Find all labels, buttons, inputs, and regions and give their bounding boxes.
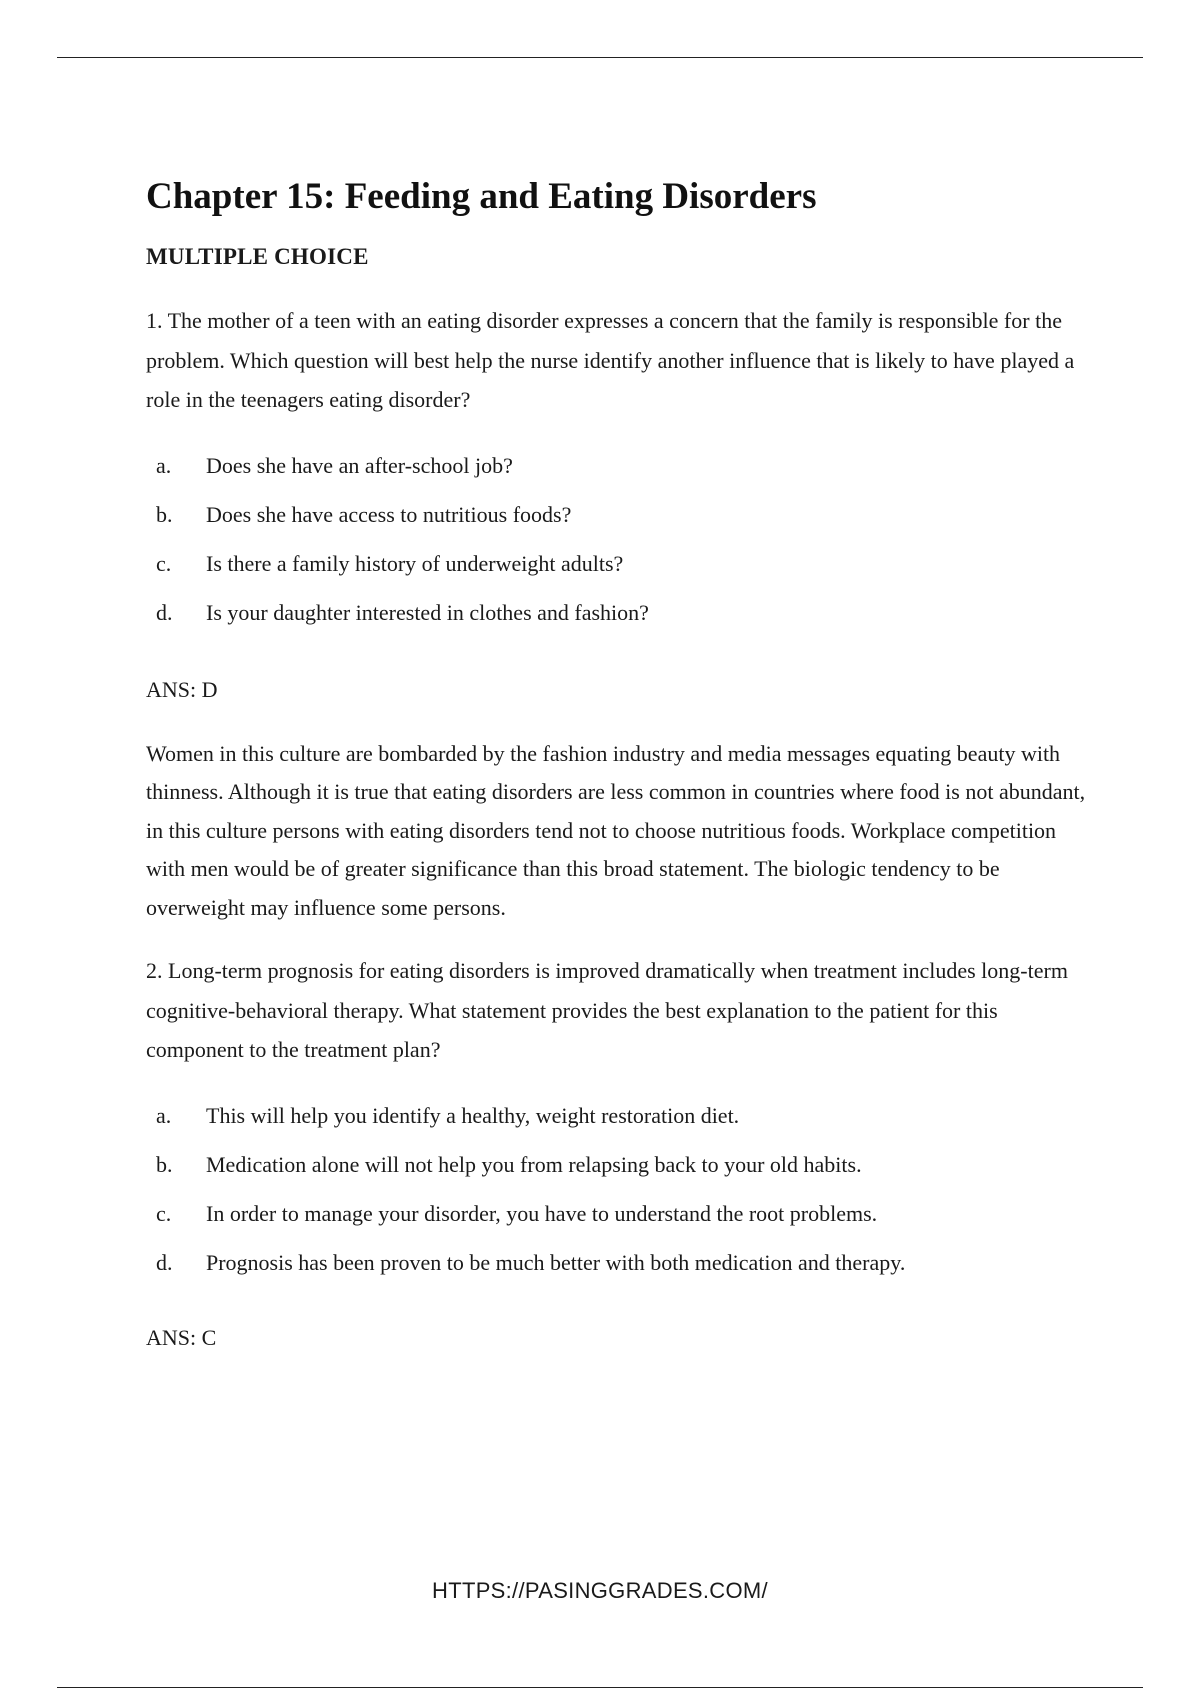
option-letter: b. [156,1151,173,1177]
question-stem: 1. The mother of a teen with an eating disorder expresses a concern that the family is responsible for the problem. Which question will best help the nurse identify another influence that is likely to have played a role in the teenagers eating disorder? [146,308,1075,412]
top-divider [57,57,1143,58]
chapter-title: Chapter 15: Feeding and Eating Disorders [146,176,817,217]
option-text: This will help you identify a healthy, weight restoration diet. [206,1102,740,1128]
option-item [146,441,1096,490]
option-item [146,1189,1096,1238]
option-text: Prognosis has been proven to be much better with both medication and therapy. [206,1249,906,1275]
question-stem: 2. Long-term prognosis for eating disorders is improved dramatically when treatment includes long-term cognitive-behavioral therapy. What statement provides the best explanation to the patient for this component to the treatment plan? [146,958,1068,1062]
option-item [146,539,1096,588]
option-item [146,490,1096,539]
option-letter: d. [156,1249,173,1275]
option-list [146,441,1096,637]
option-item [146,1091,1096,1140]
option-text: Does she have access to nutritious foods? [206,501,572,527]
option-letter: a. [156,1102,172,1128]
option-text: Does she have an after-school job? [206,452,513,478]
option-letter: d. [156,599,173,625]
section-heading: MULTIPLE CHOICE [146,244,369,269]
document-body [146,170,1096,1354]
answer-key: ANS: C [146,1324,217,1350]
option-list [146,1091,1096,1287]
option-letter: c. [156,550,172,576]
option-text: In order to manage your disorder, you have to understand the root problems. [206,1200,878,1226]
option-letter: b. [156,501,173,527]
option-letter: c. [156,1200,172,1226]
option-item [146,1238,1096,1287]
option-text: Is your daughter interested in clothes and fashion? [206,599,649,625]
answer-rationale: Women in this culture are bombarded by the fashion industry and media messages equating beauty with thinness. Although it is true that eating disorders are less common in countries where food is not abundant, in this culture persons with eating disorders tend not to choose nutritious foods. Workplace competition with men would be of greater significance than this broad statement. The biologic tendency to be overweight may influence some persons. [146,740,1086,920]
question-1 [146,301,1096,927]
option-letter: a. [156,452,172,478]
question-2 [146,951,1096,1354]
option-text: Medication alone will not help you from relapsing back to your old habits. [206,1151,862,1177]
option-text: Is there a family history of underweight adults? [206,550,624,576]
bottom-divider [57,1687,1143,1688]
answer-key: ANS: D [146,676,218,702]
option-item [146,588,1096,637]
footer-url: HTTPS://PASINGGRADES.COM/ [432,1578,768,1603]
option-item [146,1140,1096,1189]
